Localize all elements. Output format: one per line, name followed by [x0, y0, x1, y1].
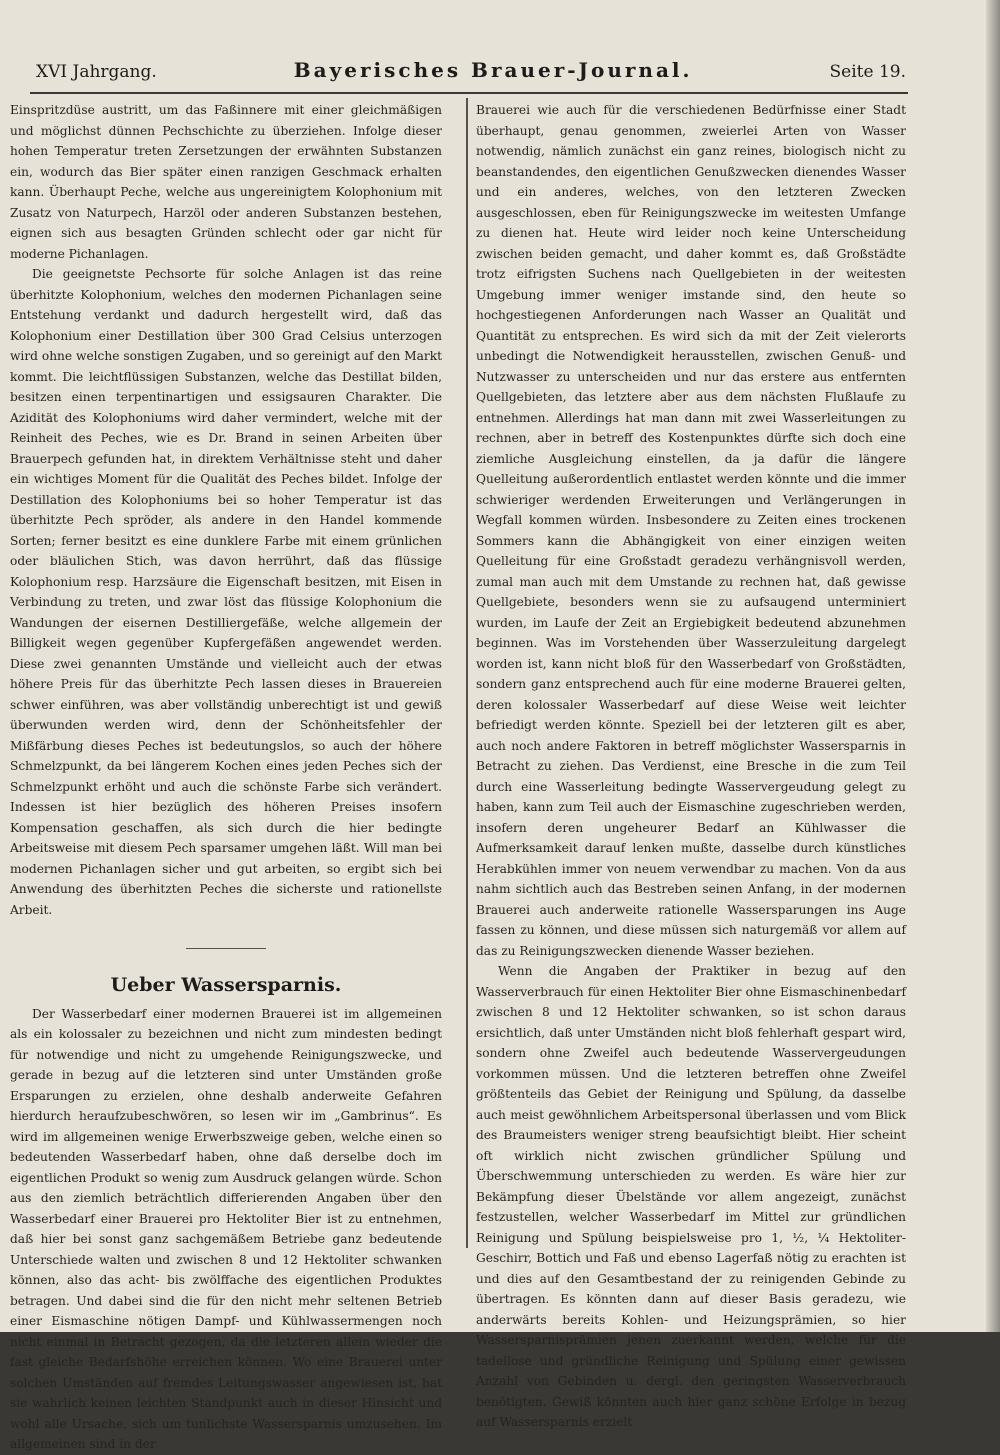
column-divider [466, 98, 468, 1248]
section-title: Ueber Wassersparnis. [110, 974, 342, 996]
page-number: Seite 19. [829, 62, 906, 82]
right-paragraph-2: Wenn die Angaben der Praktiker in bezug auf den Wasserverbrauch für einen Hektoliter Bier ohne Eismaschinenbedarf zwischen 8 und 12 Hektoliter schwanken, so ist schon daraus ersichtlich, daß unter Umständen nicht bloß fehlerhaft gespart wird, sondern ohne Zweifel auch bedeutende Wasservergeudungen vorkommen müssen. Und die letzteren betreffen ohne Zweifel größtenteils das Gebiet der Reinigung und Spülung, da dasselbe auch meist gewöhnlichem Arbeitspersonal überlassen und vom Blick des Braumeisters weniger streng beaufsichtigt bleibt. Hier scheint oft wirklich nicht zwischen gründlicher Spülung und Überschwemmung unterschieden zu werden. Es wäre hier zur Bekämpfung dieser Übelstände vor allem angezeigt, zunächst festzustellen, welcher Wasserbedarf im Mittel zur gründlichen Reinigung und Spülung beispielsweise pro 1, ½, ¼ Hektoliter-Geschirr, Bottich und Faß und ebenso Lagerfaß nötig zu erachten ist und dies auf den Gesamtbestand der zu reinigenden Gebinde zu übertragen. Es könnten dann auf dieser Basis geradezu, wie anderwärts bereits Kohlen- und Heizungsprämien, so hier Wassersparnisprämien jenen zuerkannt werden, welche für die tadellose und gründliche Reinigung und Spülung einer gewissen Anzahl von Gebinden u. dergl. den geringsten Wasserverbrauch benötigten. Gewiß könnten auch hier ganz schöne Erfolge in bezug auf Wassersparnis erzielt [476, 964, 906, 1429]
section-separator [186, 948, 266, 949]
page-header [36, 58, 906, 88]
right-paragraph-1: Brauerei wie auch für die verschiedenen Bedürfnisse einer Stadt überhaupt, genau genommen, zweierlei Arten von Wasser notwendig, nämlich zunächst ein ganz reines, biologisch nicht zu beanstandendes, den eigentlichen Genußzwecken dienendes Wasser und ein anderes, welches, von den letzteren Zwecken ausgeschlossen, eben für Reinigungszwecke im weitesten Umfange zu dienen hat. Heute wird leider noch keine Unterscheidung zwischen beiden gemacht, und daher kommt es, daß Großstädte trotz eifrigsten Suchens nach Quellgebieten in der weitesten Umgebung immer weniger imstande sind, den heute so hochgestiegenen Anforderungen nach Wasser an Qualität und Quantität zu entsprechen. Es wird sich da mit der Zeit vielerorts unbedingt die Notwendigkeit herausstellen, zwischen Genuß- und Nutzwasser zu unterscheiden und nur das erstere aus entfernten Quellgebieten, das letztere aber aus dem nächsten Flußlaufe zu entnehmen. Allerdings hat man dann mit zwei Wasserleitungen zu rechnen, aber in betreff des Kostenpunktes dürfte sich doch eine ziemliche Ausgleichung einstellen, da ja dafür die längere Quelleitung außerordentlich entlastet werden könnte und die immer schwieriger werdenden Erweiterungen und Verlängerungen in Wegfall kommen würden. Insbesondere zu Zeiten eines trockenen Sommers kann die Abhängigkeit von einer einzigen weiten Quelleitung für eine Großstadt geradezu verhängnisvoll werden, zumal man auch mit dem Umstande zu rechnen hat, daß gewisse Quellgebiete, besonders wenn sie zu aufsaugend unterminiert wurden, im Laufe der Zeit an Ergiebigkeit bedeutend abzunehmen beginnen. Was im Vorstehenden über Wasserzuleitung dargelegt worden ist, kann nicht bloß für den Wasserbedarf von Großstädten, sondern ganz entsprechend auch für eine moderne Brauerei gelten, deren kolossaler Wasserbedarf auf diese Weise weit leichter befriedigt werden könnte. Speziell bei der letzteren gilt es aber, auch noch andere Faktoren in betreff möglichster Wassersparnis in Betracht zu ziehen. Das Verdienst, eine Bresche in die zum Teil durch eine Wasserleitung bedingte Wasservergeudung gelegt zu haben, kann zum Teil auch der Eismaschine zugeschrieben werden, insofern deren ungeheurer Bedarf an Kühlwasser die Aufmerksamkeit darauf lenken mußte, dasselbe durch künstliches Herabkühlen immer von neuem verwendbar zu machen. Von da aus nahm sichtlich auch das Bestreben seinen Anfang, in der modernen Brauerei auch anderweite rationelle Wassersparungen ins Auge fassen zu können, und diese müssen sich naturgemäß vor allem auf das zu Reinigungszwecken dienende Wasser beziehen. [476, 103, 906, 958]
journal-title: Bayerisches Brauer-Journal. [293, 58, 693, 82]
left-column [10, 100, 442, 1455]
left-paragraph-2: Die geeignetste Pechsorte für solche Anlagen ist das reine überhitzte Kolophonium, welches den modernen Pichanlagen seine Entstehung verdankt und dadurch hergestellt wird, daß das Kolophonium einer Destillation über 300 Grad Celsius unterzogen wird ohne welche sonstigen Zugaben, und so gereinigt auf den Markt kommt. Die leichtflüssigen Substanzen, welche das Destillat bilden, besitzen einen terpentinartigen und essigsauren Charakter. Die Azidität des Kolophoniums wird daher vermindert, welche mit der Reinheit des Peches, wie es Dr. Brand in seinen Arbeiten über Brauerpech gefunden hat, in direktem Verhältnisse steht und daher ein wichtiges Moment für die Qualität des Peches bildet. Infolge der Destillation des Kolophoniums bei so hoher Temperatur ist das überhitzte Pech spröder, als andere in den Handel kommende Sorten; ferner besitzt es eine dunklere Farbe mit einem grünlichen oder bläulichen Stich, was davon herrührt, daß das flüssige Kolophonium resp. Harzsäure die Eigenschaft besitzen, mit Eisen in Verbindung zu treten, und zwar löst das flüssige Kolophonium die Wandungen der eisernen Destilliergefäße, welche allgemein der Billigkeit wegen gegenüber Kupfergefäßen angewendet werden. Diese zwei genannten Umstände und vielleicht auch der etwas höhere Preis für das überhitzte Pech lassen dieses in Brauereien schwer einführen, was aber vollständig unberechtigt ist und gewiß überwunden werden wird, denn der Schönheitsfehler der Mißfärbung dieses Peches ist bedeutungslos, so auch der höhere Schmelzpunkt, da bei längerem Kochen eines jeden Peches sich der Schmelzpunkt erhöht und auch die schönste Farbe sich verändert. Indessen ist hier bezüglich des höheren Preises insofern Kompensation geschaffen, als sich durch die hier bedingte Arbeitsweise mit diesem Pech sparsamer umgehen läßt. Will man bei modernen Pichanlagen sicher und gut arbeiten, so ergibt sich bei Anwendung des überhitzten Peches die sicherste und rationellste Arbeit. [10, 267, 442, 917]
left-paragraph-3: Der Wasserbedarf einer modernen Brauerei ist im allgemeinen als ein kolossaler zu bezeichnen und nicht zum mindesten bedingt für notwendige und nicht zu umgehende Reinigungszwecke, und gerade in bezug auf die letzteren sind unter Umständen große Ersparungen zu erzielen, ohne deshalb anderweite Gefahren hierdurch heraufzubeschwören, so lesen wir im „Gambrinus“. Es wird im allgemeinen wenige Erwerbszweige geben, welche einen so bedeutenden Wasserbedarf haben, ohne daß derselbe doch im eigentlichen Produkt so wenig zum Ausdruck gelangen würde. Schon aus den ziemlich beträchtlich differierenden Angaben über den Wasserbedarf einer Brauerei pro Hektoliter Bier ist zu entnehmen, daß hier bei sonst ganz sachgemäßem Betriebe ganz bedeutende Unterschiede walten und zwischen 8 und 12 Hektoliter schwanken können, also das acht- bis zwölffache des eigentlichen Produktes betragen. Und dabei sind die für den nicht mehr seltenen Betrieb einer Eismaschine nötigen Dampf- und Kühlwassermengen noch nicht einmal in Betracht gezogen, da die letzteren allein wieder die fast gleiche Bedarfshöhe erreichen können. Wo eine Brauerei unter solchen Umständen auf fremdes Leitungswasser angewiesen ist, hat sie wahrlich keinen leichten Standpunkt auch in dieser Hinsicht und wohl alle Ursache, sich um tunlichste Wassersparnis umzusehen. Im allgemeinen sind in der [10, 1006, 442, 1451]
scan-edge [986, 0, 1000, 1332]
header-rule [30, 92, 908, 94]
volume-label: XVI Jahrgang. [36, 62, 157, 82]
right-column [476, 100, 906, 1433]
left-paragraph-1: Einspritzdüse austritt, um das Faßinnere mit einer gleichmäßigen und möglichst dünnen Pechschichte zu überziehen. Infolge dieser hohen Temperatur treten Zersetzungen der erwähnten Substanzen ein, wodurch das Bier später einen ranzigen Geschmack erhalten kann. Überhaupt Peche, welche aus ungereinigtem Kolophonium mit Zusatz von Naturpech, Harzöl oder anderen Substanzen bestehen, eignen sich aus besagten Gründen schlecht oder gar nicht für moderne Pichanlagen. [10, 103, 442, 261]
